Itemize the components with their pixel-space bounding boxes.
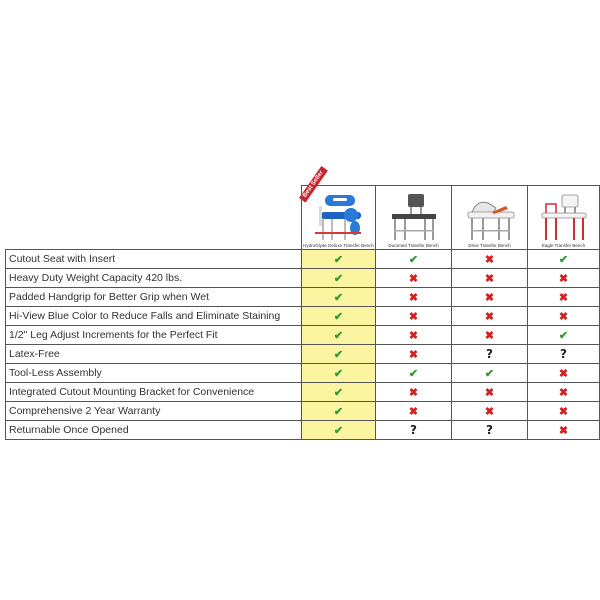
mark-cell: [376, 269, 452, 288]
mark-cell: [376, 288, 452, 307]
feature-row: [6, 307, 600, 326]
check-icon: ✔: [558, 330, 569, 342]
feature-label: Cutout Seat with Insert: [6, 250, 302, 269]
cross-icon: ✖: [558, 311, 569, 323]
mark-cell: [452, 250, 528, 269]
feature-label: Comprehensive 2 Year Warranty: [6, 402, 302, 421]
question-mark-icon: ?: [560, 347, 567, 361]
mark-cell: [452, 288, 528, 307]
feature-row: [6, 421, 600, 440]
cross-icon: ✖: [484, 292, 495, 304]
check-icon: ✔: [333, 311, 344, 323]
mark-cell: [528, 288, 600, 307]
header-spacer: [6, 186, 302, 250]
check-icon: ✔: [333, 387, 344, 399]
mark-cell: [376, 307, 452, 326]
check-icon: ✔: [408, 254, 419, 266]
mark-cell: [528, 364, 600, 383]
feature-row: [6, 402, 600, 421]
mark-cell: [376, 345, 452, 364]
mark-cell: [452, 326, 528, 345]
cross-icon: ✖: [558, 368, 569, 380]
mark-cell: [452, 364, 528, 383]
mark-cell: [452, 345, 528, 364]
cross-icon: ✖: [408, 349, 419, 361]
feature-row: [6, 345, 600, 364]
cross-icon: ✖: [558, 387, 569, 399]
cross-icon: ✖: [484, 273, 495, 285]
check-icon: ✔: [333, 254, 344, 266]
cross-icon: ✖: [558, 273, 569, 285]
mark-cell: [302, 307, 376, 326]
product-name: Duromed Transfer Bench: [388, 243, 439, 248]
feature-rows: [6, 250, 600, 440]
feature-label: Tool-Less Assembly: [6, 364, 302, 383]
mark-cell: [376, 326, 452, 345]
feature-label: Padded Handgrip for Better Grip when Wet: [6, 288, 302, 307]
comparison-table: [5, 169, 600, 440]
check-icon: ✔: [333, 349, 344, 361]
check-icon: ✔: [333, 330, 344, 342]
mark-cell: [452, 402, 528, 421]
mark-cell: [302, 345, 376, 364]
cross-icon: ✖: [558, 425, 569, 437]
feature-row: [6, 288, 600, 307]
mark-cell: [302, 383, 376, 402]
mark-cell: [452, 307, 528, 326]
mark-cell: [376, 383, 452, 402]
mark-cell: [376, 421, 452, 440]
check-icon: ✔: [333, 292, 344, 304]
check-icon: ✔: [333, 425, 344, 437]
mark-cell: [452, 383, 528, 402]
product-header-drive: [452, 186, 528, 250]
check-icon: ✔: [333, 406, 344, 418]
feature-row: [6, 269, 600, 288]
mark-cell: [452, 421, 528, 440]
product-name: HydroGlyde Deluxe Transfer Bench: [303, 243, 374, 248]
cross-icon: ✖: [484, 254, 495, 266]
cross-icon: ✖: [484, 387, 495, 399]
gray-transfer-bench-image: [386, 192, 442, 242]
check-icon: ✔: [333, 273, 344, 285]
mark-cell: [302, 402, 376, 421]
mark-cell: [528, 326, 600, 345]
cross-icon: ✖: [484, 311, 495, 323]
feature-label: Heavy Duty Weight Capacity 420 lbs.: [6, 269, 302, 288]
blue-transfer-bench-image: [311, 192, 367, 242]
check-icon: ✔: [333, 368, 344, 380]
feature-label: Returnable Once Opened: [6, 421, 302, 440]
white-red-transfer-bench-image: [536, 192, 592, 242]
white-transfer-bench-image: [462, 192, 518, 242]
cross-icon: ✖: [408, 292, 419, 304]
mark-cell: [302, 421, 376, 440]
cross-icon: ✖: [408, 406, 419, 418]
feature-row: [6, 326, 600, 345]
mark-cell: [302, 250, 376, 269]
cross-icon: ✖: [484, 406, 495, 418]
cross-icon: ✖: [408, 311, 419, 323]
cross-icon: ✖: [558, 292, 569, 304]
mark-cell: [302, 288, 376, 307]
mark-cell: [452, 269, 528, 288]
mark-cell: [302, 326, 376, 345]
cross-icon: ✖: [408, 273, 419, 285]
product-header-row: [6, 186, 600, 250]
cross-icon: ✖: [408, 387, 419, 399]
best-seller-badge: Best Seller: [299, 166, 328, 203]
feature-label: Latex-Free: [6, 345, 302, 364]
feature-row: [6, 250, 600, 269]
check-icon: ✔: [558, 254, 569, 266]
question-mark-icon: ?: [486, 347, 493, 361]
comparison-chart: [5, 169, 600, 440]
mark-cell: [528, 402, 600, 421]
mark-cell: [528, 383, 600, 402]
mark-cell: [302, 269, 376, 288]
question-mark-icon: ?: [486, 423, 493, 437]
question-mark-icon: ?: [410, 423, 417, 437]
mark-cell: [528, 421, 600, 440]
cross-icon: ✖: [408, 330, 419, 342]
product-name: Eagle Transfer Bench: [541, 243, 586, 248]
feature-row: [6, 383, 600, 402]
mark-cell: [528, 307, 600, 326]
cross-icon: ✖: [484, 330, 495, 342]
mark-cell: [376, 364, 452, 383]
feature-label: Integrated Cutout Mounting Bracket for Convenience: [6, 383, 302, 402]
product-header-eagle: [528, 186, 600, 250]
check-icon: ✔: [484, 368, 495, 380]
cross-icon: ✖: [558, 406, 569, 418]
check-icon: ✔: [408, 368, 419, 380]
product-name: Drive Transfer Bench: [468, 243, 511, 248]
feature-label: 1/2" Leg Adjust Increments for the Perfect Fit: [6, 326, 302, 345]
product-header-duromed: [376, 186, 452, 250]
mark-cell: [528, 250, 600, 269]
mark-cell: [376, 250, 452, 269]
mark-cell: [528, 345, 600, 364]
feature-label: Hi-View Blue Color to Reduce Falls and Eliminate Staining: [6, 307, 302, 326]
mark-cell: [302, 364, 376, 383]
mark-cell: [376, 402, 452, 421]
mark-cell: [528, 269, 600, 288]
feature-row: [6, 364, 600, 383]
product-header-hydroglyde: [302, 169, 376, 250]
